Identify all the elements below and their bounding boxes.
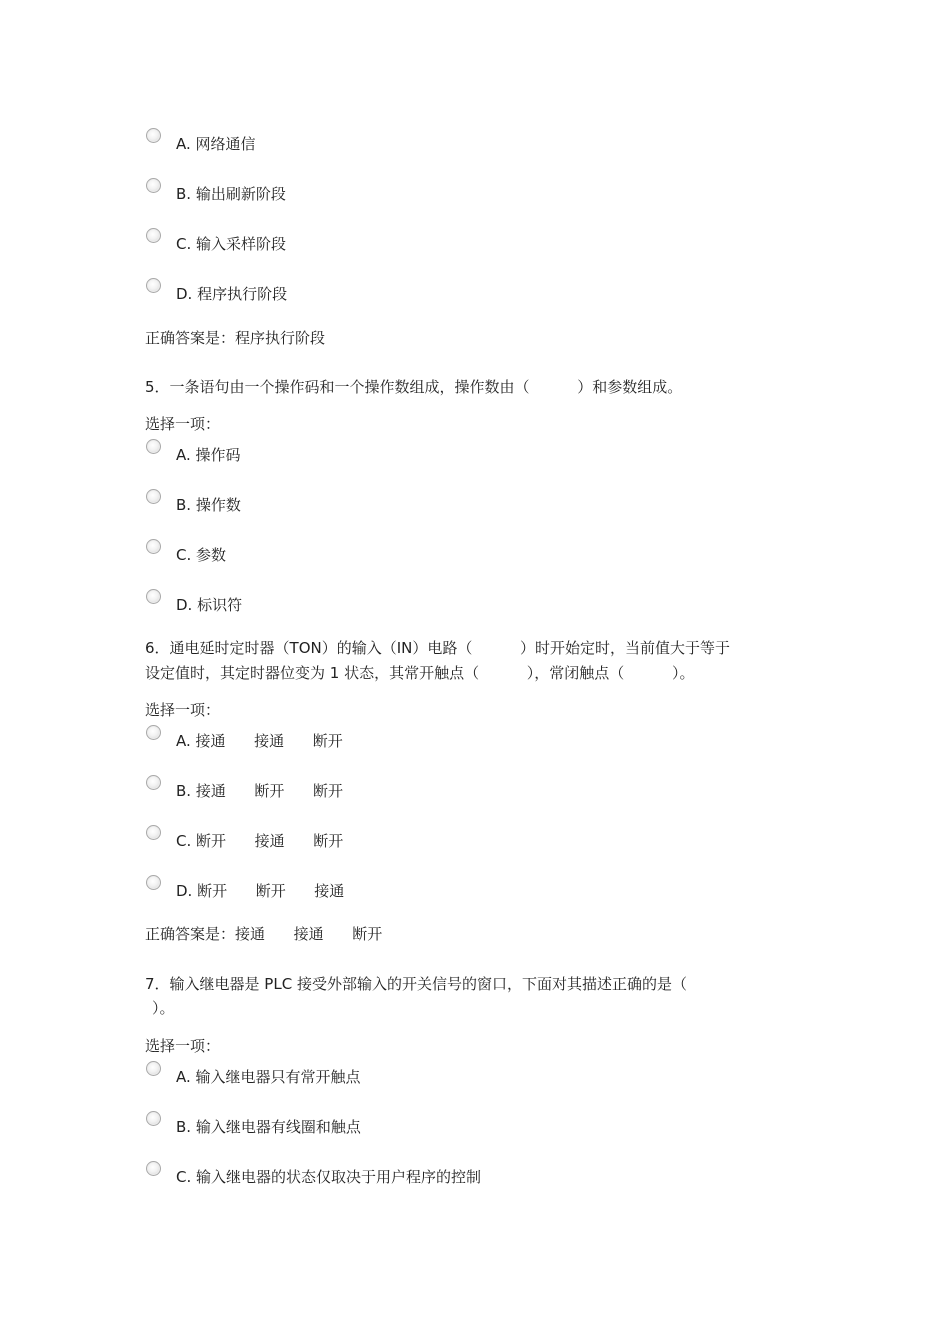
q6-option-b-radio[interactable] [146,775,161,790]
q5-option-b-label: B. 操作数 [176,496,241,514]
q4-option-c-label: C. 输入采样阶段 [176,235,287,253]
q7-option-b-label: B. 输入继电器有线圈和触点 [176,1118,361,1136]
q7-option-c-label: C. 输入继电器的状态仅取决于用户程序的控制 [176,1168,482,1186]
q5-option-d-label: D. 标识符 [176,596,243,614]
q4-correct-answer: 正确答案是：程序执行阶段 [145,329,326,347]
q4-option-a-radio[interactable] [146,128,161,143]
q6-correct-answer: 正确答案是：接通 接通 断开 [145,925,383,943]
q6-option-c-radio[interactable] [146,825,161,840]
q4-option-b-radio[interactable] [146,178,161,193]
q5-stem: 5．一条语句由一个操作码和一个操作数组成，操作数由（ ）和参数组成。 [145,378,683,396]
q6-stem-line1: 6．通电延时定时器（TON）的输入（IN）电路（ ）时开始定时，当前值大于等于 [145,639,731,657]
q6-option-a-label: A. 接通 接通 断开 [176,732,343,750]
q5-option-c-radio[interactable] [146,539,161,554]
q6-option-a-radio[interactable] [146,725,161,740]
q6-option-d-radio[interactable] [146,875,161,890]
q6-option-b-label: B. 接通 断开 断开 [176,782,344,800]
q4-option-d-radio[interactable] [146,278,161,293]
q5-option-c-label: C. 参数 [176,546,227,564]
q6-stem-line2: 设定值时，其定时器位变为 1 状态，其常开触点（ ），常闭触点（ ）。 [145,664,695,682]
q4-option-a-label: A. 网络通信 [176,135,256,153]
q7-option-c-radio[interactable] [146,1161,161,1176]
q6-option-d-label: D. 断开 断开 接通 [176,882,345,900]
q7-option-a-radio[interactable] [146,1061,161,1076]
q4-option-c-radio[interactable] [146,228,161,243]
q5-option-a-label: A. 操作码 [176,446,241,464]
q6-option-c-label: C. 断开 接通 断开 [176,832,344,850]
q5-option-a-radio[interactable] [146,439,161,454]
q5-option-b-radio[interactable] [146,489,161,504]
q5-prompt: 选择一项： [145,415,221,433]
q5-option-d-radio[interactable] [146,589,161,604]
q4-option-d-label: D. 程序执行阶段 [176,285,288,303]
q6-prompt: 选择一项： [145,701,221,719]
q7-prompt: 选择一项： [145,1037,221,1055]
q7-stem-line1: 7．输入继电器是 PLC 接受外部输入的开关信号的窗口，下面对其描述正确的是（ [145,975,687,993]
q7-option-b-radio[interactable] [146,1111,161,1126]
q7-option-a-label: A. 输入继电器只有常开触点 [176,1068,361,1086]
q4-option-b-label: B. 输出刷新阶段 [176,185,286,203]
q7-stem-line2: ）。 [152,999,175,1017]
